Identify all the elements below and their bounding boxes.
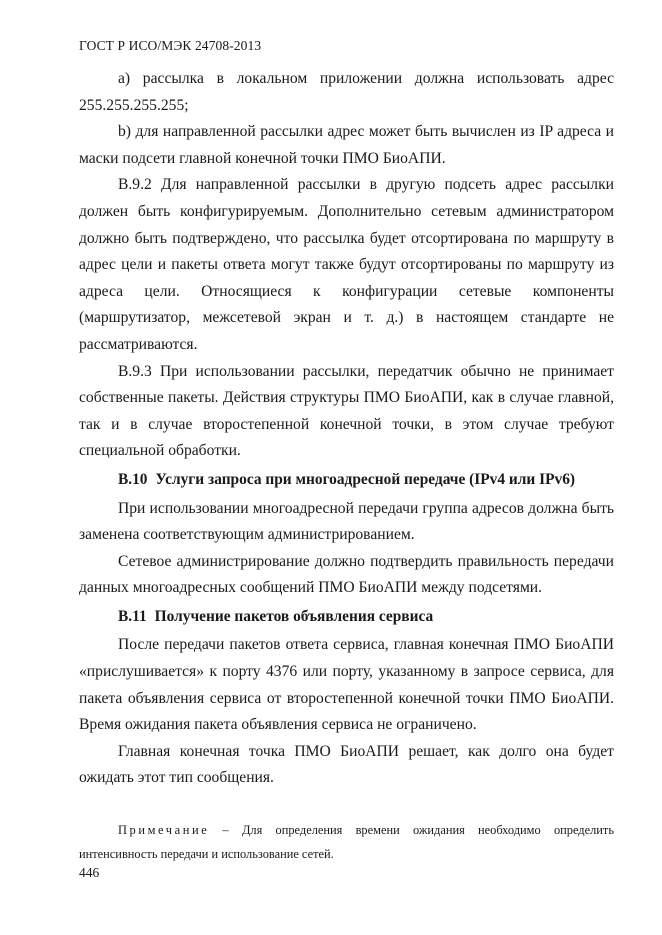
paragraph-list-item-b: b) для направленной рассылки адрес может быть вычислен из IP адреса и маски подсети главной конечной точки ПМО БиоАПИ. xyxy=(79,123,614,167)
section-heading-b11 xyxy=(79,602,614,633)
paragraph-b10-2: Сетевое администрирование должно подтвердить правильность передачи данных многоадресных сообщений ПМО БиоАПИ между подсетями. xyxy=(79,552,614,597)
paragraph-b10-1: При использовании многоадресной передачи группа адресов должна быть заменена соответствующим администрированием. xyxy=(79,499,614,544)
paragraph-b9-3: B.9.3 При использовании рассылки, передатчик обычно не принимает собственные пакеты. Действия структуры ПМО БиоАПИ, как в случае главной, так и в случае второстепенной конечной точки, в этом случае требуют специальной обработки. xyxy=(79,362,614,460)
note-block xyxy=(79,818,614,866)
paragraph-b11-1: После передачи пакетов ответа сервиса, главная конечная ПМО БиоАПИ «прислушивается» к порту 4376 или порту, указанному в запросе сервиса, для пакета объявления сервиса от второстепенной конечной точки ПМО БиоАПИ. Время ожидания пакета объявления сервиса не ограничено. xyxy=(79,636,614,734)
paragraph-b9-2: B.9.2 Для направленной рассылки в другую подсеть адрес рассылки должен быть конфигурируемым. Дополнительно сетевым администратором должно быть подтверждено, что рассылка будет отсортирована по маршруту в адрес цели и пакеты ответа могут также будут отсортированы по маршруту из адреса цели. Относящиеся к конфигурации сетевые компоненты (маршрутизатор, межсетевой экран и т. д.) в настоящем стандарте не рассматриваются. xyxy=(79,176,614,353)
document-body xyxy=(79,66,614,792)
paragraph-list-item-a: a) рассылка в локальном приложении должна использовать адрес 255.255.255.255; xyxy=(79,70,614,114)
note-label: Примечание xyxy=(118,823,210,837)
paragraph-b11-2: Главная конечная точка ПМО БиоАПИ решает, как долго она будет ожидать этот тип сообщения. xyxy=(79,742,614,787)
section-number-b11: B.11 xyxy=(118,607,147,625)
page-number: 446 xyxy=(79,865,100,880)
document-header: ГОСТ Р ИСО/МЭК 24708-2013 xyxy=(79,38,262,53)
section-number-b10: B.10 xyxy=(118,470,148,488)
section-title-b11: Получение пакетов объявления сервиса xyxy=(154,607,434,625)
section-heading-b10 xyxy=(79,465,614,496)
note-text: – Для определения времени ожидания необходимо определить интенсивность передачи и использование сетей. xyxy=(79,823,614,861)
section-title-b10: Услуги запроса при многоадресной передаче (IPv4 или IPv6) xyxy=(155,470,576,488)
